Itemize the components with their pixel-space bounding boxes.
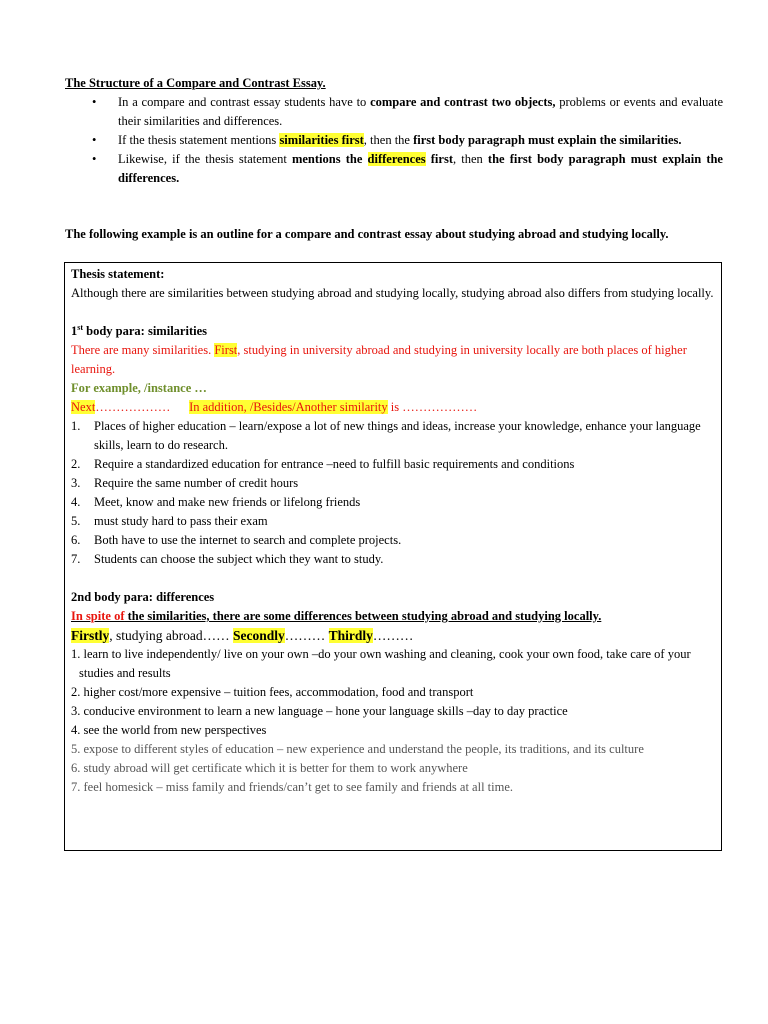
list-item: 6. Both have to use the internet to search and complete projects. <box>71 533 402 547</box>
list-item: 2. higher cost/more expensive – tuition fees, accommodation, food and transport <box>71 685 474 699</box>
list-item: 6. study abroad will get certificate which it is better for them to work anywhere <box>71 761 468 775</box>
highlighted-text: Firstly <box>71 628 110 643</box>
list-item: 1. Places of higher education – learn/expose a lot of new things and ideas, increase your knowledge, enhance your language skills, learn to do research. <box>71 419 701 452</box>
list-item: 4. Meet, know and make new friends or lifelong friends <box>71 495 361 509</box>
structure-bullet-list <box>65 93 723 188</box>
bullet-item: • Likewise, if the thesis statement mentions the differences first, then the first body paragraph must explain the differences. <box>92 152 723 185</box>
list-item: 3. Require the same number of credit hours <box>71 476 299 490</box>
bullet-icon: • <box>92 133 97 147</box>
para2-heading: 2nd body para: differences <box>71 590 215 604</box>
thesis-heading: Thesis statement: <box>71 267 165 281</box>
highlighted-text: First <box>214 343 238 357</box>
bullet-icon: • <box>92 152 97 166</box>
list-item: 3. conducive environment to learn a new language – hone your language skills –day to day practice <box>71 704 568 718</box>
highlighted-text: Secondly <box>233 628 285 643</box>
thesis-text: Although there are similarities between studying abroad and studying locally, studying abroad also differs from studying locally. <box>71 286 714 300</box>
transition-line: Next……………… In addition, /Besides/Another similarity is ……………… <box>71 400 478 414</box>
bullet-icon: • <box>92 95 97 109</box>
list-item: 1. learn to live independently/ live on your own –do your own washing and cleaning, cook your own food, take care of your studies and results <box>71 647 691 680</box>
bullet-item: • If the thesis statement mentions similarities first, then the first body paragraph must explain the similarities. <box>65 131 723 150</box>
ordinal-transitions: Firstly, studying abroad…… Secondly……… Thirdly……… <box>71 628 414 643</box>
outline-intro: The following example is an outline for a compare and contrast essay about studying abroad and studying locally. <box>65 227 669 241</box>
differences-list <box>71 645 715 797</box>
document-title: The Structure of a Compare and Contrast Essay. <box>65 76 326 90</box>
list-item: 5. must study hard to pass their exam <box>71 514 268 528</box>
para1-topic-sentence: There are many similarities. First, studying in university abroad and studying in university locally are both places of higher learning. <box>71 343 687 376</box>
list-item: 7. Students can choose the subject which they want to study. <box>71 552 384 566</box>
highlighted-text: In addition, /Besides/Another similarity <box>189 400 388 414</box>
para1-heading: 1st body para: similarities <box>71 322 207 338</box>
highlighted-text: differences <box>367 152 426 166</box>
para2-topic-sentence: In spite of the similarities, there are some differences between studying abroad and studying locally. <box>71 609 602 623</box>
highlighted-text: Next <box>71 400 96 414</box>
list-item: 7. feel homesick – miss family and friends/can’t get to see family and friends at all time. <box>71 780 514 794</box>
list-item: 5. expose to different styles of education – new experience and understand the people, its traditions, and its culture <box>71 742 644 756</box>
list-item: 2. Require a standardized education for entrance –need to fulfill basic requirements and conditions <box>71 457 575 471</box>
list-item: 4. see the world from new perspectives <box>71 723 267 737</box>
similarities-list <box>71 417 715 569</box>
outline-box <box>64 262 722 851</box>
bullet-item: • In a compare and contrast essay students have to compare and contrast two objects, problems or events and evaluate their similarities and differences. <box>92 95 723 128</box>
highlighted-text: Thirdly <box>328 628 373 643</box>
highlighted-text: similarities first <box>279 133 364 147</box>
for-example-line: For example, /instance … <box>71 381 207 395</box>
